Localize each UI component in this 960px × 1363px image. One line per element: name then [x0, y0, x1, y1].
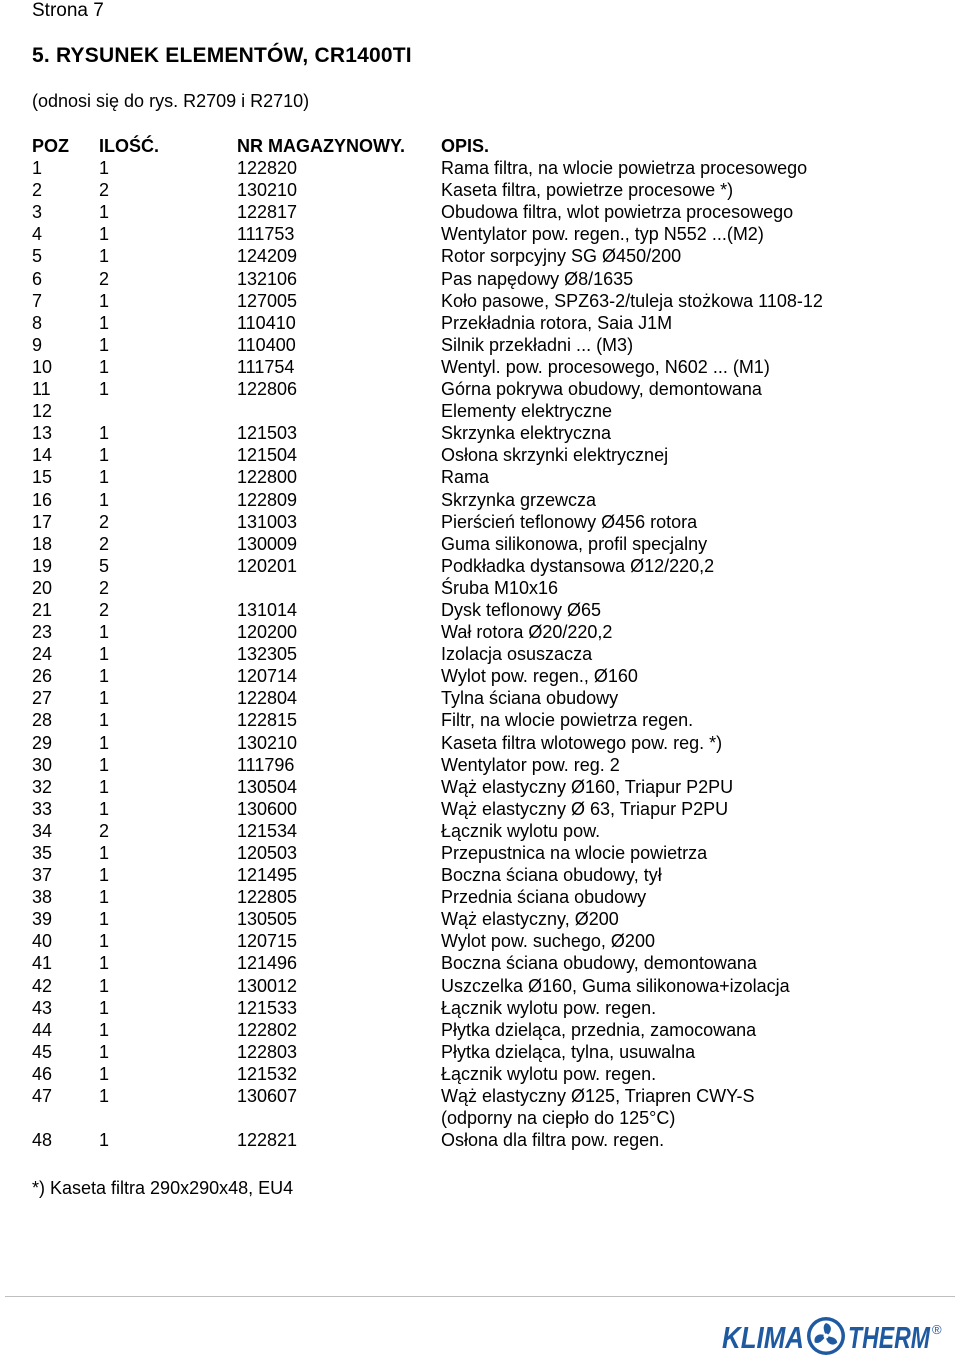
table-row: [32, 245, 932, 267]
row-nr: 130505: [237, 909, 298, 930]
row-pos: 41: [32, 953, 53, 974]
row-qty: 1: [99, 688, 110, 709]
row-nr: 130009: [237, 533, 298, 554]
row-desc: Wylot pow. regen., Ø160: [441, 666, 638, 687]
row-desc: Przednia ściana obudowy: [441, 887, 647, 908]
row-desc: Kaseta filtra wlotowego pow. reg. *): [441, 732, 723, 753]
row-qty: 1: [99, 1063, 110, 1084]
table-row: [32, 975, 932, 997]
row-desc: Wąż elastyczny Ø160, Triapur P2PU: [441, 776, 734, 797]
row-nr: 122804: [237, 688, 298, 709]
row-pos: 17: [32, 511, 53, 532]
row-desc: Podkładka dystansowa Ø12/220,2: [441, 555, 715, 576]
row-nr: 122806: [237, 379, 298, 400]
row-desc: (odporny na ciepło do 125°C): [441, 1108, 676, 1129]
row-nr: 120715: [237, 931, 298, 952]
row-qty: 1: [99, 754, 110, 775]
table-row: [32, 1129, 932, 1151]
row-pos: 43: [32, 997, 53, 1018]
row-nr: 122800: [237, 467, 298, 488]
row-nr: 111754: [237, 356, 295, 377]
table-row: [32, 179, 932, 201]
row-desc: Płytka dzieląca, tylna, usuwalna: [441, 1041, 696, 1062]
row-desc: Wentyl. pow. procesowego, N602 ... (M1): [441, 356, 770, 377]
row-desc: Wentylator pow. regen., typ N552 ...(M2): [441, 224, 764, 245]
row-pos: 3: [32, 202, 43, 223]
table-row: [32, 422, 932, 444]
row-desc: Skrzynka elektryczna: [441, 423, 612, 444]
row-nr: 120201: [237, 555, 298, 576]
row-qty: 2: [99, 511, 110, 532]
table-row: [32, 334, 932, 356]
row-pos: 46: [32, 1063, 53, 1084]
row-nr: 120200: [237, 622, 298, 643]
klimatherm-logo: [722, 1314, 944, 1358]
row-nr: 121533: [237, 997, 298, 1018]
row-pos: 1: [32, 158, 43, 179]
table-row: [32, 555, 932, 577]
row-desc: Wąż elastyczny Ø 63, Triapur P2PU: [441, 798, 729, 819]
header-qty: ILOŚĆ.: [99, 136, 160, 156]
table-row: [32, 776, 932, 798]
row-nr: 122803: [237, 1041, 298, 1062]
row-nr: 131003: [237, 511, 298, 532]
row-desc: Łącznik wylotu pow. regen.: [441, 1063, 657, 1084]
row-qty: 1: [99, 312, 110, 333]
row-qty: 1: [99, 334, 110, 355]
row-qty: 1: [99, 865, 110, 886]
row-qty: 1: [99, 997, 110, 1018]
row-qty: 1: [99, 1019, 110, 1040]
row-nr: 121496: [237, 953, 298, 974]
row-nr: 111753: [237, 224, 295, 245]
row-pos: 12: [32, 401, 53, 422]
row-qty: 2: [99, 577, 110, 598]
table-row: [32, 1041, 932, 1063]
drawing-reference: (odnosi się do rys. R2709 i R2710): [32, 91, 310, 111]
row-qty: 1: [99, 710, 110, 731]
row-pos: 47: [32, 1086, 53, 1107]
row-nr: 122802: [237, 1019, 298, 1040]
row-pos: 38: [32, 887, 53, 908]
row-nr: 122821: [237, 1130, 298, 1151]
table-row: [32, 754, 932, 776]
row-nr: 122809: [237, 489, 298, 510]
row-pos: 44: [32, 1019, 53, 1040]
row-pos: 13: [32, 423, 53, 444]
row-pos: 21: [32, 599, 53, 620]
row-nr: 120503: [237, 843, 298, 863]
table-row: [32, 930, 932, 952]
row-desc: Filtr, na wlocie powietrza regen.: [441, 710, 694, 731]
row-desc: Boczna ściana obudowy, tył: [441, 865, 662, 886]
table-row: [32, 444, 932, 466]
table-row: [32, 466, 932, 488]
logo-registered: ®: [932, 1322, 942, 1337]
table-row: [32, 577, 932, 599]
row-desc: Śruba M10x16: [441, 577, 559, 598]
logo-text-left: KLIMA: [722, 1320, 804, 1355]
row-desc: Dysk teflonowy Ø65: [441, 599, 602, 620]
row-nr: 121503: [237, 423, 298, 444]
header-nr: NR MAGAZYNOWY.: [237, 136, 405, 156]
row-pos: 5: [32, 246, 43, 267]
table-row: [32, 820, 932, 842]
row-nr: 110410: [237, 312, 296, 333]
row-pos: 27: [32, 688, 53, 709]
row-nr: 121532: [237, 1063, 298, 1084]
table-header: [32, 135, 932, 157]
row-pos: 35: [32, 843, 53, 863]
table-row: [32, 1063, 932, 1085]
row-desc: Wentylator pow. reg. 2: [441, 754, 620, 775]
table-row: [32, 599, 932, 621]
header-desc: OPIS.: [441, 136, 490, 156]
row-nr: 131014: [237, 599, 298, 620]
row-pos: 32: [32, 776, 53, 797]
row-qty: 1: [99, 798, 110, 819]
row-desc: Łącznik wylotu pow. regen.: [441, 997, 657, 1018]
row-desc: Osłona dla filtra pow. regen.: [441, 1130, 665, 1151]
row-desc: Pas napędowy Ø8/1635: [441, 268, 634, 289]
row-desc: Elementy elektryczne: [441, 401, 613, 422]
row-pos: 42: [32, 975, 53, 996]
row-pos: 45: [32, 1041, 53, 1062]
row-pos: 48: [32, 1130, 53, 1151]
row-qty: 1: [99, 909, 110, 930]
row-qty: 2: [99, 180, 110, 201]
row-qty: 2: [99, 533, 110, 554]
table-row: [32, 400, 932, 422]
row-nr: 132305: [237, 644, 298, 665]
table-row: [32, 268, 932, 290]
row-qty: 1: [99, 158, 110, 179]
table-row: [32, 798, 932, 820]
footer-rule: [5, 1296, 955, 1297]
row-desc: Osłona skrzynki elektrycznej: [441, 445, 669, 466]
table-row: [32, 687, 932, 709]
row-qty: 1: [99, 644, 110, 665]
row-qty: 1: [99, 423, 110, 444]
table-row: [32, 952, 932, 974]
row-nr: 122820: [237, 158, 298, 179]
row-qty: 1: [99, 202, 110, 223]
row-qty: 1: [99, 931, 110, 952]
row-pos: 29: [32, 732, 53, 753]
table-row: [32, 1107, 932, 1129]
row-qty: 5: [99, 555, 110, 576]
row-qty: 1: [99, 975, 110, 996]
row-desc: Obudowa filtra, wlot powietrza procesowego: [441, 202, 794, 223]
row-desc: Rama filtra, na wlocie powietrza procesowego: [441, 158, 808, 179]
row-desc: Płytka dzieląca, przednia, zamocowana: [441, 1019, 757, 1040]
row-nr: 130210: [237, 732, 298, 753]
table-row: [32, 533, 932, 555]
row-pos: 34: [32, 820, 53, 841]
table-row: [32, 1085, 932, 1107]
row-qty: 2: [99, 268, 110, 289]
row-pos: 14: [32, 445, 53, 466]
row-qty: 1: [99, 666, 110, 687]
row-nr: 120714: [237, 666, 298, 687]
row-qty: 1: [99, 467, 110, 488]
row-desc: Rama: [441, 467, 490, 488]
table-row: [32, 621, 932, 643]
table-row: [32, 312, 932, 334]
row-pos: 7: [32, 290, 43, 311]
row-qty: 1: [99, 356, 110, 377]
row-qty: 1: [99, 379, 110, 400]
row-pos: 20: [32, 577, 53, 598]
row-qty: 1: [99, 776, 110, 797]
row-qty: 1: [99, 953, 110, 974]
row-nr: 122805: [237, 887, 298, 908]
row-qty: 2: [99, 820, 110, 841]
header-pos: POZ: [32, 136, 70, 156]
row-nr: 111796: [237, 754, 295, 775]
row-nr: 132106: [237, 268, 298, 289]
row-pos: 9: [32, 334, 43, 355]
table-row: [32, 1019, 932, 1041]
row-pos: 40: [32, 931, 53, 952]
table-row: [32, 864, 932, 886]
row-pos: 19: [32, 555, 53, 576]
row-pos: 39: [32, 909, 53, 930]
logo-fan-icon: [807, 1317, 845, 1355]
logo-text-right: THERM: [848, 1320, 931, 1355]
row-qty: 1: [99, 224, 110, 245]
table-row: [32, 511, 932, 533]
row-qty: 1: [99, 290, 110, 311]
row-nr: 122815: [237, 710, 298, 731]
row-desc: Rotor sorpcyjny SG Ø450/200: [441, 246, 682, 267]
row-desc: Wał rotora Ø20/220,2: [441, 622, 613, 643]
row-desc: Pierścień teflonowy Ø456 rotora: [441, 511, 698, 532]
table-row: [32, 665, 932, 687]
row-desc: Tylna ściana obudowy: [441, 688, 619, 709]
row-qty: 1: [99, 843, 110, 863]
table-row: [32, 489, 932, 511]
row-pos: 16: [32, 489, 53, 510]
table-row: [32, 356, 932, 378]
row-desc: Guma silikonowa, profil specjalny: [441, 533, 708, 554]
row-qty: 2: [99, 599, 110, 620]
row-nr: 110400: [237, 334, 296, 355]
row-pos: 26: [32, 666, 53, 687]
row-desc: Górna pokrywa obudowy, demontowana: [441, 379, 762, 400]
table-row: [32, 378, 932, 400]
row-desc: Przekładnia rotora, Saia J1M: [441, 312, 673, 333]
row-pos: 24: [32, 644, 53, 665]
row-desc: Koło pasowe, SPZ63-2/tuleja stożkowa 1108-12: [441, 290, 823, 311]
table-row: [32, 908, 932, 930]
row-desc: Silnik przekładni ... (M3): [441, 334, 634, 355]
row-qty: 1: [99, 622, 110, 643]
row-pos: 11: [32, 379, 51, 400]
row-qty: 1: [99, 1086, 110, 1107]
table-row: [32, 997, 932, 1019]
row-nr: 130607: [237, 1086, 298, 1107]
row-pos: 33: [32, 798, 53, 819]
row-nr: 121495: [237, 865, 298, 886]
row-pos: 23: [32, 622, 53, 643]
row-desc: Izolacja osuszacza: [441, 644, 593, 665]
row-desc: Wąż elastyczny, Ø200: [441, 909, 619, 930]
row-qty: 1: [99, 1041, 110, 1062]
row-pos: 15: [32, 467, 53, 488]
section-title: 5. RYSUNEK ELEMENTÓW, CR1400TI: [32, 44, 412, 67]
row-desc: Uszczelka Ø160, Guma silikonowa+izolacja: [441, 975, 790, 996]
row-pos: 28: [32, 710, 53, 731]
row-pos: 30: [32, 754, 53, 775]
table-row: [32, 732, 932, 754]
page-label: Strona 7: [32, 0, 104, 21]
row-qty: 1: [99, 887, 110, 908]
row-desc: Kaseta filtra, powietrze procesowe *): [441, 180, 734, 201]
row-nr: 130210: [237, 180, 298, 201]
row-pos: 18: [32, 533, 53, 554]
row-pos: 8: [32, 312, 43, 333]
table-row: [32, 157, 932, 179]
row-nr: 130600: [237, 798, 298, 819]
row-qty: 1: [99, 246, 110, 267]
row-nr: 130012: [237, 975, 298, 996]
row-nr: 122817: [237, 202, 298, 223]
row-nr: 127005: [237, 290, 298, 311]
row-pos: 4: [32, 224, 43, 245]
row-nr: 130504: [237, 776, 298, 797]
table-row: [32, 842, 932, 864]
row-desc: Wylot pow. suchego, Ø200: [441, 931, 655, 952]
row-nr: 124209: [237, 246, 298, 267]
parts-table: [32, 135, 932, 1151]
table-row: [32, 886, 932, 908]
table-row: [32, 201, 932, 223]
row-desc: Przepustnica na wlocie powietrza: [441, 843, 708, 863]
row-pos: 6: [32, 268, 43, 289]
row-qty: 1: [99, 445, 110, 466]
row-desc: Boczna ściana obudowy, demontowana: [441, 953, 757, 974]
table-row: [32, 223, 932, 245]
footnote: *) Kaseta filtra 290x290x48, EU4: [32, 1178, 294, 1198]
table-row: [32, 709, 932, 731]
row-qty: 1: [99, 489, 110, 510]
row-nr: 121504: [237, 445, 298, 466]
row-qty: 1: [99, 1130, 110, 1151]
row-desc: Skrzynka grzewcza: [441, 489, 597, 510]
row-nr: 121534: [237, 820, 298, 841]
table-row: [32, 643, 932, 665]
row-pos: 37: [32, 865, 53, 886]
row-desc: Łącznik wylotu pow.: [441, 820, 601, 841]
row-pos: 2: [32, 180, 43, 201]
row-pos: 10: [32, 356, 53, 377]
table-row: [32, 290, 932, 312]
row-qty: 1: [99, 732, 110, 753]
row-desc: Wąż elastyczny Ø125, Triapren CWY-S: [441, 1086, 755, 1107]
